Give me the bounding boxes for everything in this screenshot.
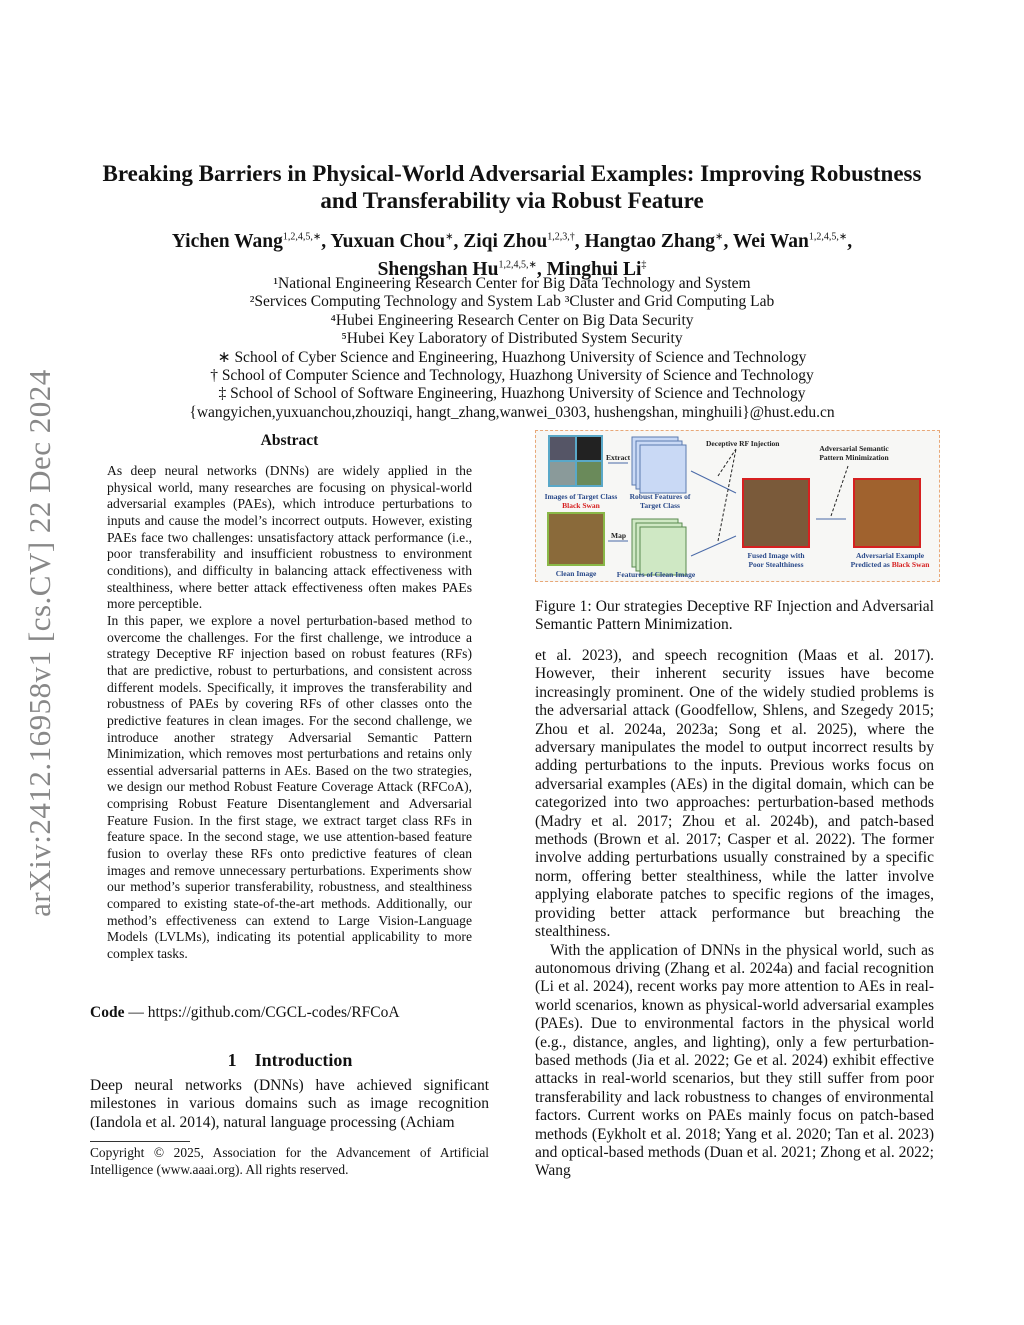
- abstract-heading: Abstract: [260, 432, 319, 449]
- affiliation: ⁴Hubei Engineering Research Center on Big Data Security: [330, 311, 694, 329]
- arxiv-identifier[interactable]: arXiv:2412.16958v1 [cs.CV] 22 Dec 2024: [22, 369, 57, 917]
- adversarial-example-image: [854, 479, 920, 547]
- figure-caption: Figure 1: Our strategies Deceptive RF Injection and Adversarial Semantic Pattern Minimization.: [535, 598, 934, 634]
- abstract-paragraph: As deep neural networks (DNNs) are widely applied in the physical world, many researches are focusing on physical-world adversarial examples (PAEs), which introduce perturbations to inputs and cause the model’s incorrect outputs. However, existing PAEs face two challenges: unsatisfactory attack performance (i.e., poor transferability and insufficient robustness to environment conditions), and difficulty in balancing attack effectiveness with stealthiness, where better attack effectiveness often makes PAEs more perceptible.: [107, 463, 472, 612]
- affiliation: † School of Computer Science and Technology, Huazhong University of Science and Technology: [210, 367, 814, 385]
- abstract-paragraph: In this paper, we explore a novel perturbation-based method to overcome the challenges. For the first challenge, we introduce a strategy Deceptive RF injection based on robust features (RFs) that are predictive, robust to perturbations, and consistent across different models. Specifically, it improves the transferability and robustness of PAEs by covering RFs of other classes onto the predictive features in clean images. For the second challenge, we introduce another strategy Adversarial Semantic Pattern Minimization, which removes most perturbations and retains only essential adversarial patterns in AEs. Based on the two strategies, we design our method Robust Feature Coverage Attack (RFCoA), comprising Robust Feature Disentanglement and Adversarial Feature Fusion. In the first stage, we extract target class RFs in feature space. In the second stage, we use attention-based feature fusion to overlay these RFs onto predictive features of clean images and remove unnecessary perturbations. Experiments show our method’s superior transferability, robustness, and stealthiness compared to existing state-of-the-art methods. Additionally, our method’s effectiveness can extend to Large Vision-Language Models (LVLMs), indicating its potential applicability to more complex tasks.: [107, 612, 472, 962]
- robust-feature-maps: [632, 437, 686, 493]
- author: Wei Wan$^{1,2,4,5,∗}$,: [732, 230, 853, 252]
- affiliation: ∗ School of Cyber Science and Engineering, Huazhong University of Science and Technology: [217, 348, 807, 366]
- extract-label: Extract: [606, 453, 631, 462]
- figure-1: [535, 430, 940, 582]
- fused-image-label: Fused Image with Poor Stealthiness: [747, 551, 805, 569]
- abstract: [107, 463, 472, 963]
- footnote-rule: [90, 1141, 190, 1142]
- paper-title: Breaking Barriers in Physical-World Adversarial Examples: Improving Robustness and Transferability via Robust Feature: [102, 161, 922, 213]
- code-label: Code: [90, 1004, 125, 1021]
- clean-image: [548, 513, 604, 565]
- deceptive-rf-label: Deceptive RF Injection: [706, 439, 780, 448]
- author: Ziqi Zhou$^{1,2,3,\dagger}$,: [463, 230, 585, 252]
- intro-paragraph: Deep neural networks (DNNs) have achieved significant milestones in various domains such as image recognition (Iandola et al. 2014), natural language processing (Achiam: [90, 1077, 489, 1131]
- clean-feature-maps: [632, 519, 686, 575]
- affiliation: ¹National Engineering Research Center for Big Data Technology and System: [273, 275, 751, 292]
- clean-image-label: Clean Image: [555, 569, 597, 578]
- affiliation: ⁵Hubei Key Laboratory of Distributed System Security: [341, 330, 683, 348]
- email-list: {wangyichen,yuxuanchou,zhouziqi, hangt_zhang,wanwei_0303, hushengshan, minghuili}@hust.edu.cn: [189, 403, 835, 421]
- copyright-footnote: Copyright © 2025, Association for the Advancement of Artificial Intelligence (www.aaai.org). All rights reserved.: [90, 1145, 489, 1177]
- section-number: 1: [227, 1050, 237, 1070]
- affiliations: [100, 275, 924, 422]
- author: Minghui Li‡: [546, 259, 647, 280]
- author: Yuxuan Chou∗,: [330, 230, 464, 252]
- body-paragraph: With the application of DNNs in the physical world, such as autonomous driving (Zhang et al. 2024a) and facial recognition (Li et al. 2024), recent works pay more attention to AEs in real-world scenarios, known as physical-world adversarial examples (PAEs). Due to environmental factors in the physical world (e.g., distance, angles, and lighting), only a few perturbation-based methods (Jia et al. 2022; Ge et al. 2024) exhibit effective attacks in real-world scenarios, but they still suffer from poor transferability and lack robustness to changes of environmental factors. Current works on PAEs mainly focus on patch-based methods (Eykholt et al. 2018; Yang et al. 2020; Tan et al. 2023) and optical-based methods (Duan et al. 2021; Zhong et al. 2022; Wang: [535, 941, 934, 1180]
- author: Hangtao Zhang∗,: [584, 230, 733, 252]
- code-link-line: Code — https://github.com/CGCL-codes/RFCoA: [90, 1004, 400, 1021]
- code-url[interactable]: https://github.com/CGCL-codes/RFCoA: [147, 1004, 400, 1021]
- author-list: [100, 225, 924, 282]
- body-paragraph: et al. 2023), and speech recognition (Maas et al. 2017). However, their inherent security issues have become increasingly prominent. One of the widely studied problems is the adversarial attack (Goodfellow, Shlens, and Szegedy 2015; Zhou et al. 2024a, 2023a; Song et al. 2025), where the adversary manipulates the model to output incorrect results by adding perturbations to the inputs. Previous works focus on adversarial examples (AEs) in the digital domain, which can be categorized into two approaches: perturbation-based methods (Madry et al. 2017; Zhou et al. 2024b), and patch-based methods (Brown et al. 2017; Casper et al. 2022). The former involve adding perturbations usually constrained by a specific norm, offering better stealthiness, while the latter involve applying elaborate patches to specific regions of the images, providing better attack performance but breaching the stealthiness.: [535, 647, 934, 941]
- robust-features-label: Robust Features of Target Class: [629, 492, 691, 510]
- clean-features-label: Features of Clean Image: [616, 570, 696, 579]
- fused-image: [743, 479, 809, 547]
- adversarial-example-label: Adversarial Example Predicted as Black Swan: [850, 551, 930, 569]
- target-class-images: [548, 435, 603, 487]
- asp-min-label: Adversarial Semantic Pattern Minimization: [819, 444, 889, 462]
- author: Shengshan $Hu^{1,2,4,5,∗}$,: [377, 259, 547, 280]
- right-column-text: [535, 647, 934, 1181]
- affiliation: ‡ School of School of Software Engineering, Huazhong University of Science and Technology: [218, 385, 806, 403]
- target-images-label: Images of Target Class Black Swan: [544, 492, 618, 510]
- section-heading: [90, 1050, 490, 1071]
- map-label: Map: [611, 531, 626, 540]
- author: Yichen Wang$^{1,2,4,5,∗}$,: [171, 230, 331, 252]
- section-title: Introduction: [254, 1050, 353, 1070]
- affiliation: ²Services Computing Technology and System Lab ³Cluster and Grid Computing Lab: [249, 293, 775, 311]
